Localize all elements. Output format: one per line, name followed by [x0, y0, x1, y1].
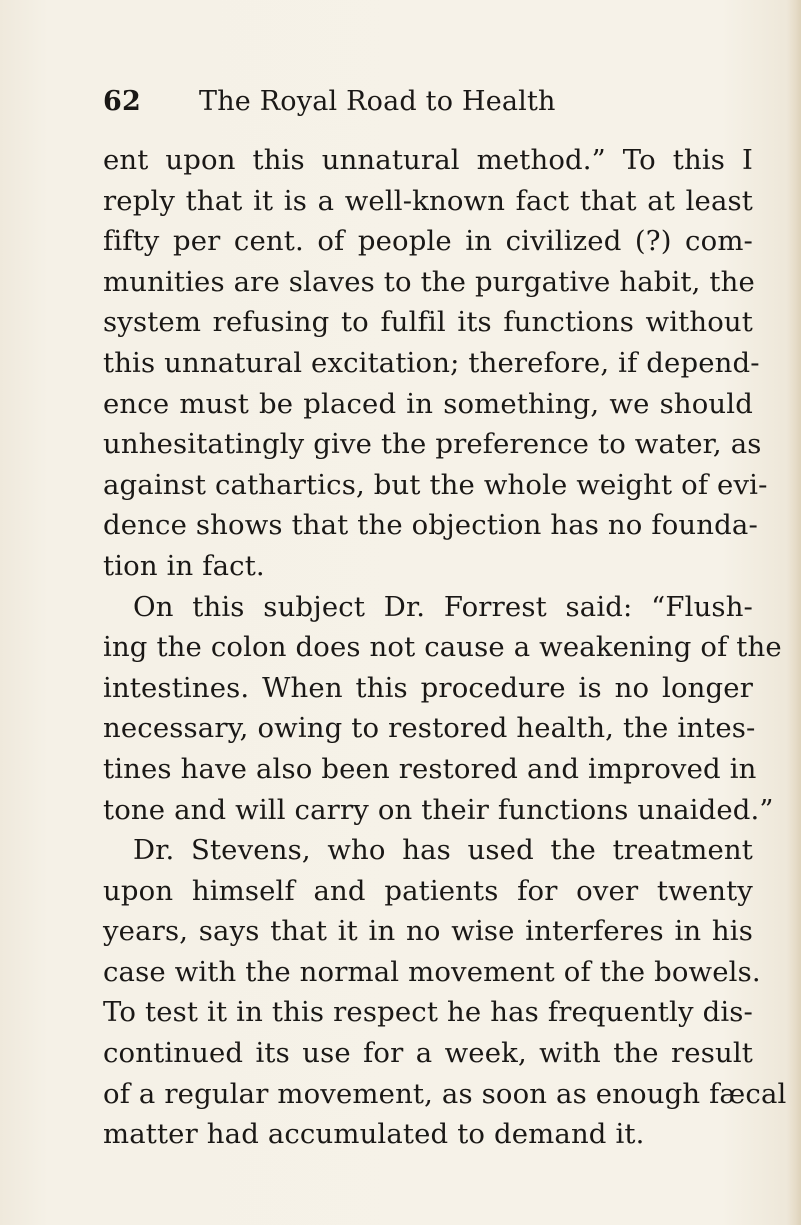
body-text: [103, 140, 787, 1155]
text-line: years, says that it in no wise interferes in his: [103, 915, 753, 948]
text-line: ing the colon does not cause a weakening of the: [103, 631, 782, 664]
running-header: [103, 86, 556, 117]
running-title: The Royal Road to Health: [199, 86, 556, 117]
text-line: Dr. Stevens, who has used the treatment: [133, 834, 753, 867]
text-line: necessary, owing to restored health, the intes-: [103, 712, 756, 745]
text-line: system refusing to fulfil its functions without: [103, 306, 753, 339]
text-line: upon himself and patients for over twenty: [103, 874, 753, 907]
text-line: of a regular movement, as soon as enough fæcal: [103, 1077, 787, 1110]
text-line: ent upon this unnatural method.” To this I: [103, 144, 753, 176]
text-line: continued its use for a week, with the result: [103, 1037, 753, 1070]
text-line: reply that it is a well-known fact that at least: [103, 184, 753, 217]
text-line: fifty per cent. of people in civilized (?) com-: [103, 225, 753, 258]
text-line: munities are slaves to the purgative habit, the: [103, 265, 755, 298]
page-number: 62: [103, 86, 141, 117]
text-line: this unnatural excitation; therefore, if depend-: [103, 346, 760, 379]
text-line: intestines. When this procedure is no longer: [103, 671, 753, 704]
page-edge: [787, 0, 801, 1225]
text-line: against cathartics, but the whole weight of evi-: [103, 468, 768, 501]
text-line: tion in fact.: [103, 549, 265, 582]
text-line: On this subject Dr. Forrest said: “Flush-: [133, 590, 753, 623]
text-line: tines have also been restored and improved in: [103, 752, 757, 785]
text-line: dence shows that the objection has no founda-: [103, 509, 758, 542]
text-line: tone and will carry on their functions unaided.”: [103, 793, 774, 826]
text-line: ence must be placed in something, we should: [103, 387, 753, 420]
text-line: matter had accumulated to demand it.: [103, 1118, 645, 1151]
text-line: unhesitatingly give the preference to water, as: [103, 428, 762, 461]
text-line: To test it in this respect he has frequently dis-: [103, 996, 753, 1029]
text-line: case with the normal movement of the bowels.: [103, 955, 761, 988]
